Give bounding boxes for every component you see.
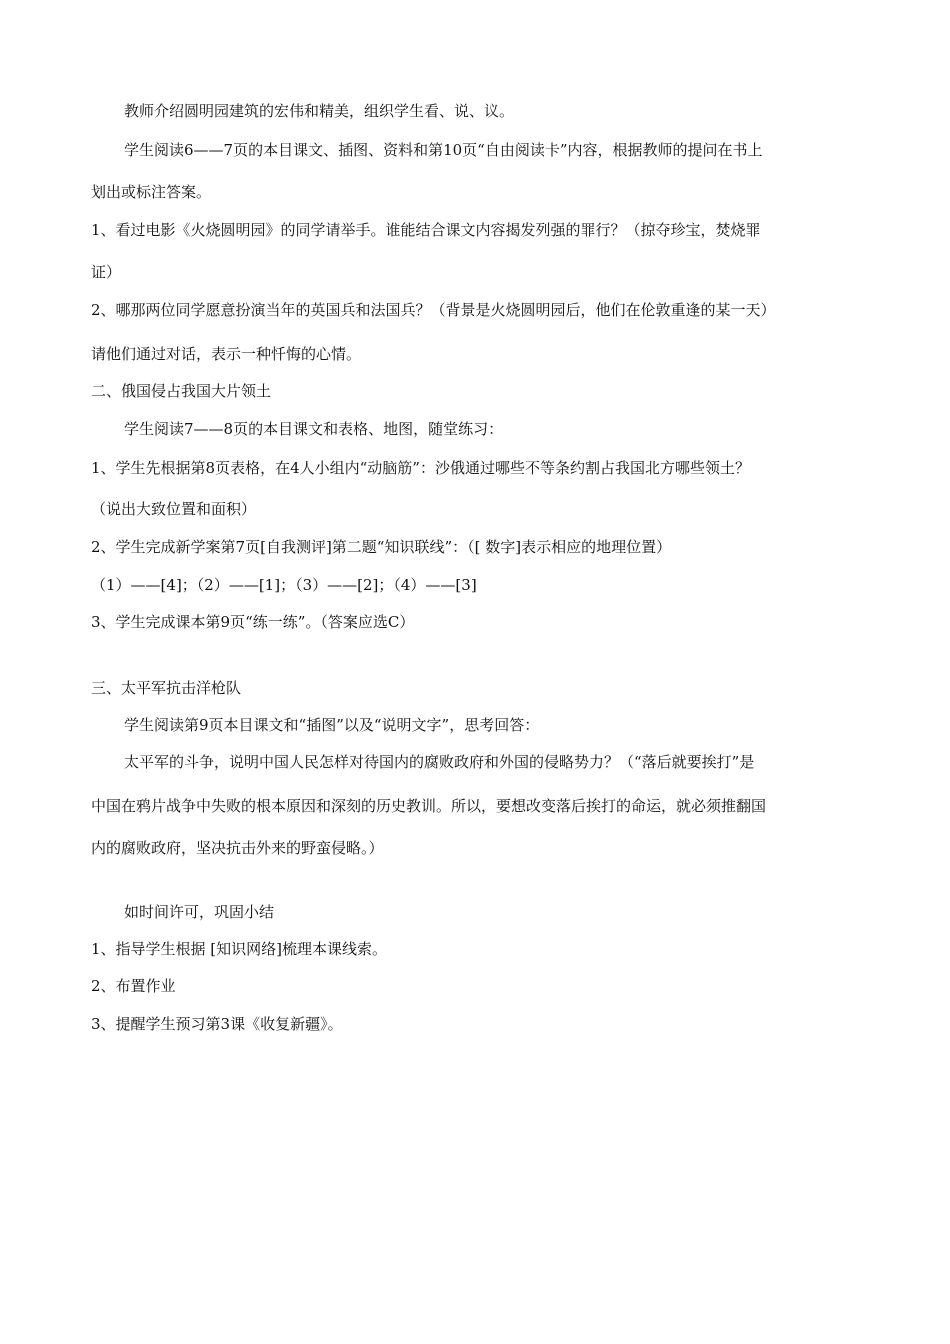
paragraph-line: 学生阅读7——8页的本目课文和表格、地图，随堂练习：: [124, 420, 504, 438]
list-item: 1、指导学生根据 [知识网络]梳理本课线索。: [91, 940, 388, 958]
paragraph-line: 学生阅读第9页本目课文和“插图”以及“说明文字”，思考回答：: [124, 716, 540, 734]
paragraph-line: 证）: [91, 263, 122, 281]
paragraph-line: 2、学生完成新学案第7页[自我测评]第二题“知识联线”：（[ 数字]表示相应的地理位置）: [91, 538, 672, 556]
paragraph-line: 如时间许可，巩固小结: [124, 903, 275, 921]
paragraph-line: （1）——[4]；（2）——[1]；（3）——[2]；（4）——[3]: [91, 576, 477, 594]
paragraph-line: 2、哪那两位同学愿意扮演当年的英国兵和法国兵？（背景是火烧圆明园后，他们在伦敦重逢的某一天）: [91, 301, 776, 319]
paragraph-line: 1、学生先根据第8页表格，在4人小组内“动脑筋”：沙俄通过哪些不等条约割占我国北方哪些领土？: [91, 459, 750, 477]
paragraph-line: 太平军的斗争，说明中国人民怎样对待国内的腐败政府和外国的侵略势力？（“落后就要挨打”是: [124, 753, 755, 771]
paragraph-line: 请他们通过对话，表示一种忏悔的心情。: [91, 345, 362, 363]
paragraph-line: 1、看过电影《火烧圆明园》的同学请举手。谁能结合课文内容揭发列强的罪行？（掠夺珍宝，焚烧罪: [91, 221, 761, 239]
paragraph-line: 3、学生完成课本第9页“练一练”。（答案应选C）: [91, 613, 415, 631]
paragraph-line: 教师介绍圆明园建筑的宏伟和精美，组织学生看、说、议。: [124, 102, 515, 120]
paragraph-line: 划出或标注答案。: [91, 183, 212, 201]
paragraph-line: 中国在鸦片战争中失败的根本原因和深刻的历史教训。所以，要想改变落后挨打的命运，就必须推翻国: [91, 797, 767, 815]
list-item: 3、提醒学生预习第3课《收复新疆》。: [91, 1015, 343, 1033]
paragraph-line: （说出大致位置和面积）: [91, 500, 257, 518]
list-item: 2、布置作业: [91, 977, 176, 995]
section-heading: 二、俄国侵占我国大片领土: [91, 382, 272, 400]
section-heading: 三、太平军抗击洋枪队: [91, 679, 242, 697]
paragraph-line: 内的腐败政府，坚决抗击外来的野蛮侵略。）: [91, 839, 384, 857]
paragraph-line: 学生阅读6——7页的本目课文、插图、资料和第10页“自由阅读卡”内容，根据教师的提问在书上: [124, 141, 763, 159]
